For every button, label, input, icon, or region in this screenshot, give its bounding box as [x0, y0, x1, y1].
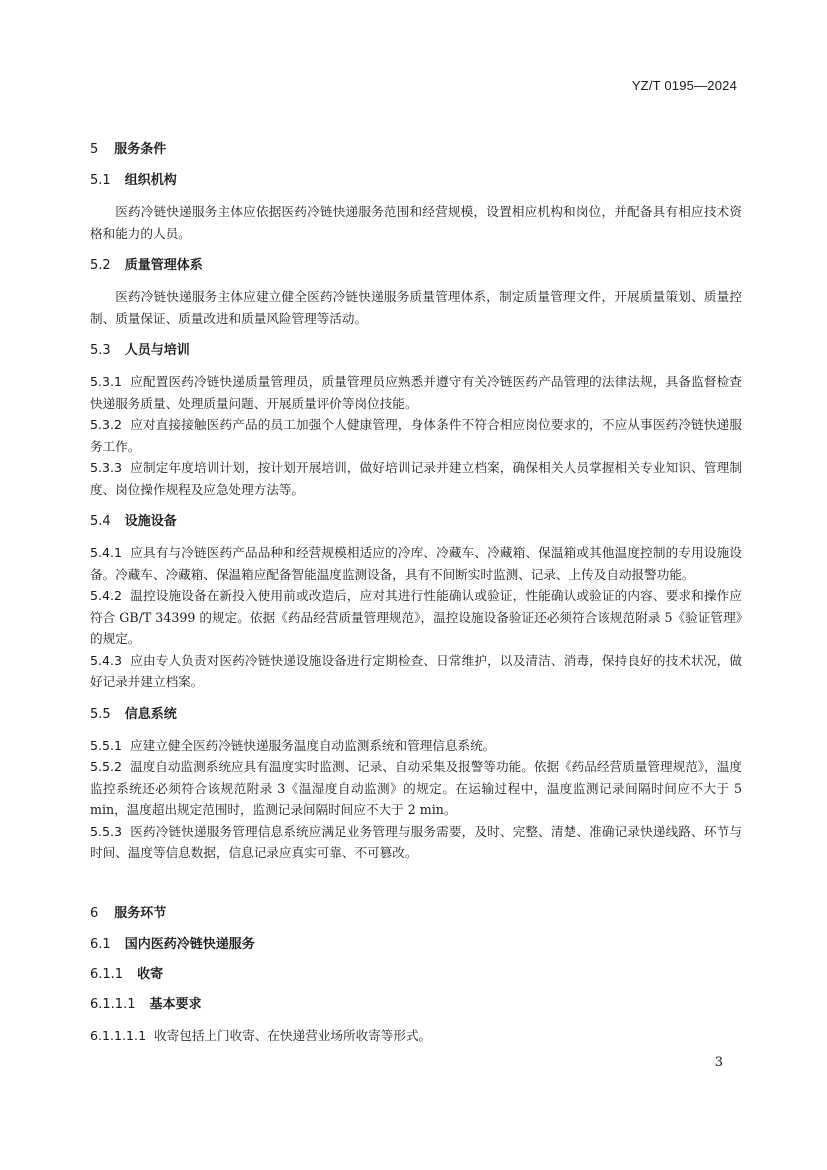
subsection-heading [90, 705, 742, 725]
clause-text: 应由专人负责对医药冷链快递设施设备进行定期检查、日常维护，以及清洁、消毒，保持良好的技术状况，做好记录并建立档案。 [90, 652, 742, 689]
clause [90, 650, 742, 693]
subsection-title: 组织机构 [124, 173, 177, 188]
subsection-heading [90, 256, 742, 276]
clause [90, 821, 742, 864]
section-heading [90, 904, 742, 924]
clause-number: 6.1.1.1.1 [90, 1027, 147, 1043]
clause [90, 414, 742, 457]
page-number: 3 [714, 1055, 723, 1070]
clause-number: 5.4.2 [90, 588, 123, 603]
clause-number: 5.5.2 [90, 759, 123, 774]
clause-list [90, 735, 742, 864]
subsection-number: 5.2 [90, 258, 111, 273]
subsection-number: 5.4 [90, 514, 111, 529]
clause-text: 医药冷链快递服务管理信息系统应满足业务管理与服务需要，及时、完整、清楚、准确记录快递线路、环节与时间、温度等信息数据，信息记录应真实可靠、不可篡改。 [90, 823, 742, 860]
subsection-title: 基本要求 [149, 996, 202, 1012]
clause-number: 5.4.3 [90, 652, 123, 668]
paragraph: 医药冷链快递服务主体应建立健全医药冷链快递服务质量管理体系，制定质量管理文件，开展质量策划、质量控制、质量保证、质量改进和质量风险管理等活动。 [90, 289, 742, 326]
subsection-title: 信息系统 [124, 706, 177, 722]
subsection-number: 6.1 [90, 936, 111, 952]
paragraph: 医药冷链快递服务主体应依据医药冷链快递服务范围和经营规模，设置相应机构和岗位，并配备具有相应技术资格和能力的人员。 [90, 204, 742, 241]
clause [90, 542, 742, 585]
section-number: 5 [90, 142, 99, 157]
clause [90, 756, 742, 821]
clause [90, 735, 742, 757]
subsection-title: 收寄 [137, 966, 164, 982]
clause-text: 应对直接接触医药产品的员工加强个人健康管理，身体条件不符合相应岗位要求的，不应从事医药冷链快递服务工作。 [90, 417, 742, 454]
clause-text: 温度自动监测系统应具有温度实时监测、记录、自动采集及报警等功能。依据《药品经营质量管理规范》，温度监控系统还必须符合该规范附录 3《温湿度自动监测》的规定。在运输过程中，温度监测记录间隔时间应不大于 5 min，温度超出规定范围时，监测记录间隔时间应不大于 2 min。 [90, 759, 742, 817]
clause-number: 5.3.2 [90, 417, 123, 432]
clause-text: 收寄包括上门收寄、在快递营业场所收寄等形式。 [154, 1027, 432, 1043]
clause-text: 应具有与冷链医药产品品种和经营规模相适应的冷库、冷藏车、冷藏箱、保温箱或其他温度控制的专用设施设备。冷藏车、冷藏箱、保温箱应配备智能温度监测设备，具有不间断实时监测、记录、上传及自动报警功能。 [90, 545, 742, 582]
clause [90, 371, 742, 414]
section-title: 服务环节 [114, 905, 167, 921]
clause-number: 5.3.3 [90, 460, 123, 475]
clause-text: 应建立健全医药冷链快递服务温度自动监测系统和管理信息系统。 [130, 737, 496, 753]
clause-number: 5.5.1 [90, 737, 123, 753]
document-body [90, 132, 742, 1046]
clause [90, 1025, 742, 1047]
subsection-heading [90, 965, 742, 985]
section-heading [90, 140, 742, 160]
clause-number: 5.4.1 [90, 545, 123, 560]
clause-list [90, 542, 742, 693]
subsection-number: 5.5 [90, 706, 111, 722]
clause-number: 5.5.3 [90, 823, 123, 839]
subsection-title: 质量管理体系 [124, 258, 203, 273]
section-number: 6 [90, 905, 99, 921]
clause-text: 温控设施设备在新投入使用前或改造后，应对其进行性能确认或验证，性能确认或验证的内容、要求和操作应符合 GB/T 34399 的规定。依据《药品经营质量管理规范》，温控设施设备验证还必须符合该规范附录 5《验证管理》的规定。 [90, 588, 742, 646]
subsection-title: 设施设备 [124, 514, 177, 529]
clause-text: 应制定年度培训计划，按计划开展培训，做好培训记录并建立档案，确保相关人员掌握相关专业知识、管理制度、岗位操作规程及应急处理方法等。 [90, 460, 742, 497]
subsection-heading [90, 995, 742, 1015]
section-title: 服务条件 [114, 142, 167, 157]
clause [90, 457, 742, 500]
subsection-title: 人员与培训 [124, 343, 190, 358]
clause [90, 585, 742, 650]
subsection-number: 6.1.1 [90, 966, 124, 982]
subsection-number: 6.1.1.1 [90, 996, 136, 1012]
clause-text: 应配置医药冷链快递质量管理员，质量管理员应熟悉并遵守有关冷链医药产品管理的法律法规，具备监督检查快递服务质量、处理质量问题、开展质量评价等岗位技能。 [90, 374, 742, 411]
subsection-heading [90, 512, 742, 532]
subsection-number: 5.3 [90, 343, 111, 358]
subsection-heading [90, 935, 742, 955]
section-spacer [90, 876, 742, 896]
subsection-number: 5.1 [90, 173, 111, 188]
clause-number: 5.3.1 [90, 374, 123, 389]
clause-list [90, 371, 742, 500]
document-code: YZ/T 0195—2024 [631, 78, 737, 93]
subsection-title: 国内医药冷链快递服务 [124, 936, 255, 952]
subsection-heading [90, 171, 742, 191]
subsection-heading [90, 341, 742, 361]
